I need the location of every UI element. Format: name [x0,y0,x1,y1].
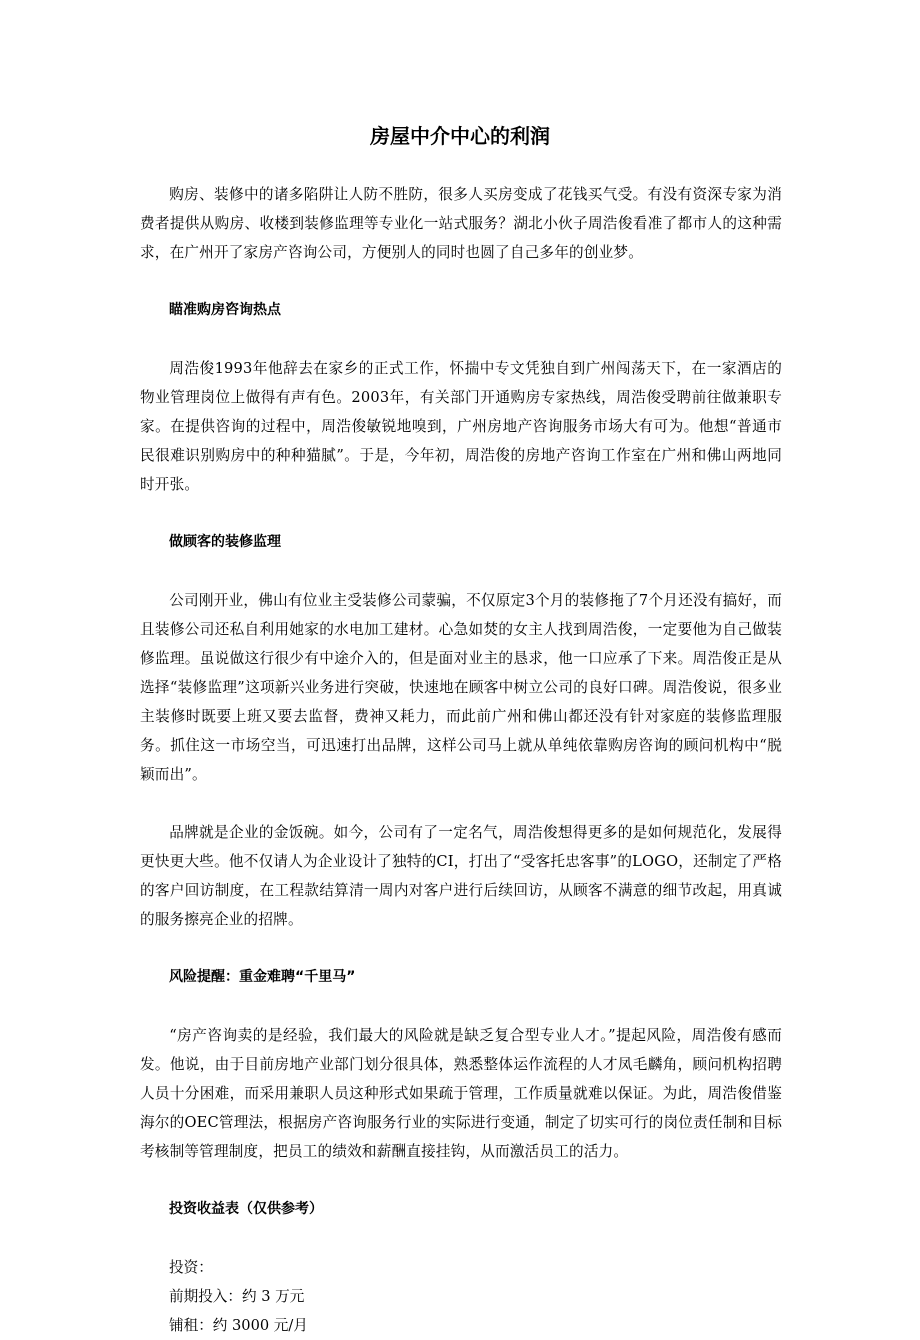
section-heading-investment: 投资收益表（仅供参考） [169,1201,323,1217]
section-paragraph: “房产咨询卖的是经验，我们最大的风险就是缺乏复合型专业人才。”提起风险，周浩俊有感而发。他说，由于目前房地产业部门划分很具体，熟悉整体运作流程的人才凤毛麟角，顾问机构招聘人员十分困难，而采用兼职人员这种形式如果疏于管理，工作质量就难以保证。为此，周浩俊借鉴海尔的OEC管理法，根据房产咨询服务行业的实际进行变通，制定了切实可行的岗位责任制和目标考核制等管理制度，把员工的绩效和薪酬直接挂钩，从而激活员工的活力。 [140,1027,782,1160]
investment-line: 前期投入：约 3 万元 [169,1288,305,1305]
section-heading-renovation: 做顾客的装修监理 [169,534,281,550]
investment-line: 铺租：约 3000 元/月 [169,1317,308,1334]
section-paragraph: 公司刚开业，佛山有位业主受装修公司蒙骗，不仅原定3个月的装修拖了7个月还没有搞好，而且装修公司还私自利用她家的水电加工建材。心急如焚的女主人找到周浩俊，一定要他为自己做装修监理。虽说做这行很少有中途介入的，但是面对业主的恳求，他一口应承了下来。周浩俊正是从选择“装修监理”这项新兴业务进行突破，快速地在顾客中树立公司的良好口碑。周浩俊说，很多业主装修时既要上班又要去监督，费神又耗力，而此前广州和佛山都还没有针对家庭的装修监理服务。抓住这一市场空当，可迅速打出品牌，这样公司马上就从单纯依靠购房咨询的顾问机构中“脱颖而出”。 [140,592,782,783]
section-heading-risk: 风险提醒：重金难聘“千里马” [169,969,356,985]
section-paragraph: 品牌就是企业的金饭碗。如今，公司有了一定名气，周浩俊想得更多的是如何规范化，发展得更快更大些。他不仅请人为企业设计了独特的CI，打出了“受客托忠客事”的LOGO，还制定了严格的客户回访制度，在工程款结算清一周内对客户进行后续回访，从顾客不满意的细节改起，用真诚的服务擦亮企业的招牌。 [140,824,782,928]
intro-paragraph: 购房、装修中的诸多陷阱让人防不胜防，很多人买房变成了花钱买气受。有没有资深专家为消费者提供从购房、收楼到装修监理等专业化一站式服务？湖北小伙子周浩俊看准了都市人的这种需求，在广州开了家房产咨询公司，方便别人的同时也圆了自己多年的创业梦。 [140,186,782,261]
document-body [140,180,782,1340]
section-paragraph: 周浩俊1993年他辞去在家乡的正式工作，怀揣中专文凭独自到广州闯荡天下，在一家酒店的物业管理岗位上做得有声有色。2003年，有关部门开通购房专家热线，周浩俊受聘前往做兼职专家。在提供咨询的过程中，周浩俊敏锐地嗅到，广州房地产咨询服务市场大有可为。他想“普通市民很难识别购房中的种种猫腻”。于是，今年初，周浩俊的房地产咨询工作室在广州和佛山两地同时开张。 [140,360,782,493]
section-heading-consulting: 瞄准购房咨询热点 [169,302,281,318]
investment-line: 投资： [169,1259,213,1276]
document-title: 房屋中介中心的利润 [370,124,550,148]
